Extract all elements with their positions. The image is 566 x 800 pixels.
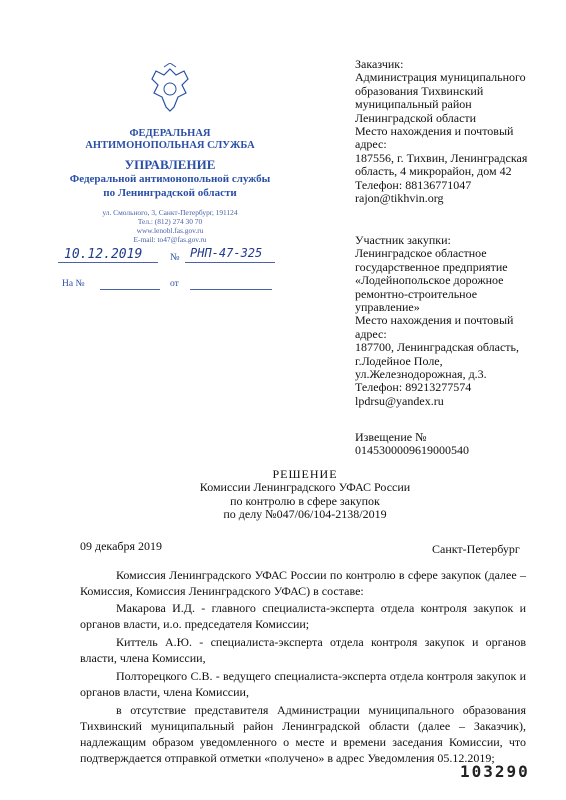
customer-line: 187556, г. Тихвин, Ленинградская [355, 150, 528, 165]
ref-from-label: от [170, 279, 179, 289]
customer-line: образования Тихвинский [355, 83, 484, 98]
customer-line: Место нахождения и почтовый [355, 124, 514, 139]
notice-block [355, 431, 545, 458]
handwritten-number: РНП-47-325 [190, 246, 263, 260]
agency-website: www.lenobl.fas.gov.ru [136, 226, 204, 235]
agency-address: ул. Смольного, 3, Санкт-Петербург, 191124 [102, 208, 238, 217]
participant-line: ул.Железнодорожная, д.3. [355, 367, 487, 382]
participant-line: lpdrsu@yandex.ru [355, 393, 444, 408]
decision-title: РЕШЕНИЕ [272, 467, 338, 481]
participant-line: адрес: [355, 326, 387, 341]
decision-line1: Комиссии Ленинградского УФАС России [199, 480, 411, 495]
participant-block [355, 234, 545, 408]
participant-line: 187700, Ленинградская область, [355, 340, 519, 355]
document-city: Санкт-Петербург [432, 542, 520, 556]
ref-number-line [100, 289, 160, 290]
date-line [58, 262, 158, 263]
paragraph-member-2: Киттель А.Ю. - специалиста-эксперта отдела контроля закупок и органов власти, члена Комиссии, [80, 635, 526, 665]
notice-label: Извещение № [355, 430, 427, 444]
coat-of-arms-icon [148, 63, 192, 115]
ref-label: На № [62, 279, 85, 289]
agency-phone: Тел.: (812) 274 30 70 [137, 217, 203, 226]
decision-line3: по делу №047/06/104-2138/2019 [223, 507, 387, 522]
participant-line: управление» [355, 300, 420, 315]
customer-line: область, 4 микрорайон, дом 42 [355, 164, 512, 179]
agency-name-line1: ФЕДЕРАЛЬНАЯ [129, 128, 211, 139]
participant-line: Участник закупки: [355, 233, 451, 247]
customer-block [355, 58, 545, 205]
customer-line: rajon@tikhvin.org [355, 191, 444, 206]
decision-line2: по контролю в сфере закупок [230, 493, 380, 508]
participant-line: ремонтно-строительное [355, 286, 478, 301]
participant-line: государственное предприятие [355, 259, 508, 274]
dept-line2: по Ленинградской области [103, 187, 237, 199]
dept-title: УПРАВЛЕНИЕ [124, 157, 216, 172]
participant-line: Ленинградское областное [355, 246, 487, 261]
participant-line: г.Лодейное Поле, [355, 353, 443, 368]
paragraph-member-3: Полторецкого С.В. - ведущего специалиста-эксперта отдела контроля закупок и органов власти, члена Комиссии, [80, 669, 526, 699]
number-line [185, 262, 275, 263]
registration-stamp-number: 103290 [460, 762, 530, 781]
customer-line: Телефон: 88136771047 [355, 177, 472, 192]
agency-name-line2: АНТИМОНОПОЛЬНАЯ СЛУЖБА [85, 140, 255, 151]
customer-line: адрес: [355, 137, 387, 152]
number-label: № [170, 252, 180, 263]
customer-line: Заказчик: [355, 57, 404, 71]
customer-line: Администрация муниципального [355, 70, 526, 85]
participant-line: Телефон: 89213277574 [355, 380, 472, 395]
notice-number: 0145300009619000540 [355, 443, 469, 458]
participant-line: Место нахождения и почтовый [355, 313, 514, 328]
ref-date-line [190, 289, 272, 290]
paragraph-absence: в отсутствие представителя Администрации муниципального образования Тихвинский муниципальный район Ленинградской области (далее – Заказчик), надлежащим образом уведомленного о месте и времени заседания Комиссии, что подтверждается отправкой отметки «получено» в адрес Уведомления 05.12.2019; [80, 703, 526, 765]
paragraph-member-1: Макарова И.Д. - главного специалиста-эксперта отдела контроля закупок и органов власти, и.о. председателя Комиссии; [80, 601, 526, 631]
paragraph-commission: Комиссия Ленинградского УФАС России по контролю в сфере закупок (далее – Комиссия, Комиссия Ленинградского УФАС) в составе: [80, 568, 526, 598]
agency-email: E-mail: to47@fas.gov.ru [133, 235, 207, 244]
customer-line: Ленинградской области [355, 110, 477, 125]
participant-line: «Лодейнопольское дорожное [355, 273, 504, 288]
document-date: 09 декабря 2019 [80, 539, 163, 553]
dept-line1: Федеральной антимонопольной службы [69, 173, 271, 185]
customer-line: муниципальный район [355, 97, 472, 112]
handwritten-date: 10.12.2019 [64, 247, 143, 262]
